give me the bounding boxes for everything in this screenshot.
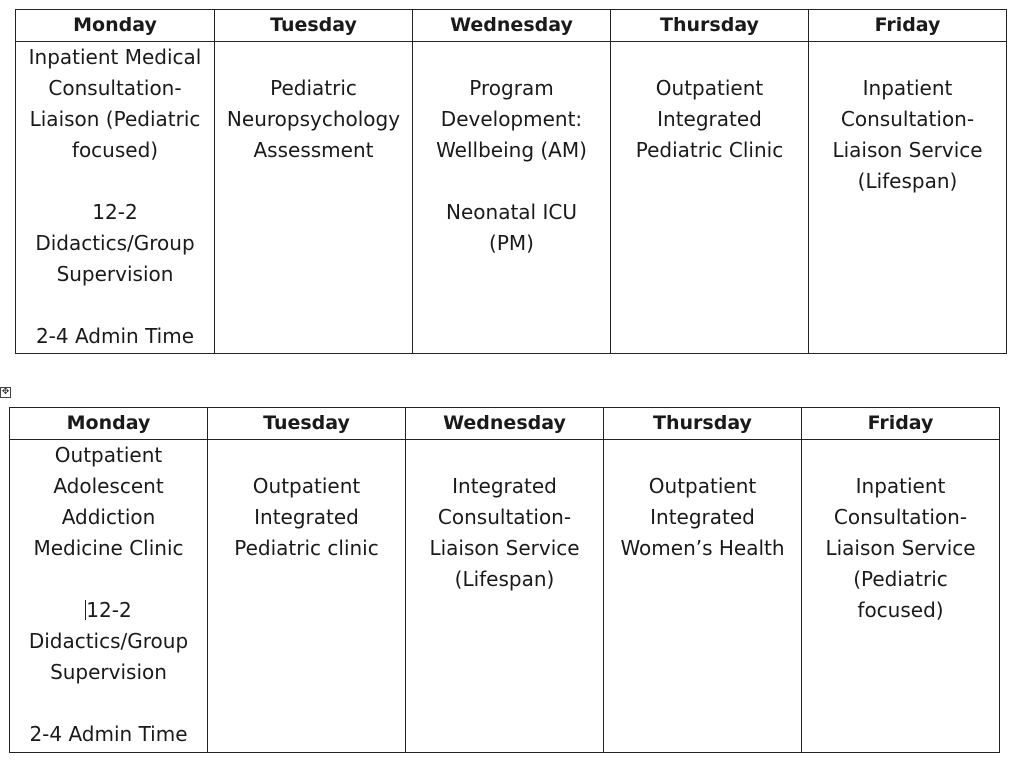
table-move-handle-icon[interactable]: ✥ xyxy=(1,387,10,397)
schedule-table-1 xyxy=(15,9,1007,354)
cell-text: Outpatient Integrated Women’s Health xyxy=(620,474,785,560)
cell-text: Neonatal ICU (PM) xyxy=(446,200,577,255)
cell-monday[interactable] xyxy=(16,42,215,354)
cell-friday[interactable] xyxy=(809,42,1007,354)
cell-text-with-cursor: 12-2 Didactics/Group Supervision xyxy=(28,598,189,684)
cell-text: Inpatient Consultation- Liaison Service (Pediatric focused) xyxy=(825,474,976,622)
header-row xyxy=(10,408,1000,440)
cell-text: Outpatient Integrated Pediatric Clinic xyxy=(635,76,784,162)
header-wednesday: Wednesday xyxy=(413,10,611,42)
cell-text: Outpatient Integrated Pediatric clinic xyxy=(234,474,379,560)
cell-text: 2-4 Admin Time xyxy=(35,324,195,348)
cell-text: Inpatient Medical Consultation- Liaison (Pediatric focused) xyxy=(28,45,202,162)
cell-tuesday[interactable] xyxy=(215,42,413,354)
cell-tuesday[interactable] xyxy=(208,440,406,753)
cell-text: Integrated Consultation- Liaison Service (Lifespan) xyxy=(429,474,580,591)
header-row xyxy=(16,10,1007,42)
cell-friday[interactable] xyxy=(802,440,1000,753)
cell-text: 12-2 Didactics/Group Supervision xyxy=(35,200,195,286)
cell-thursday[interactable] xyxy=(611,42,809,354)
cell-text: Inpatient Consultation- Liaison Service (Lifespan) xyxy=(832,76,983,193)
header-thursday: Thursday xyxy=(604,408,802,440)
header-tuesday: Tuesday xyxy=(208,408,406,440)
header-friday: Friday xyxy=(809,10,1007,42)
header-thursday: Thursday xyxy=(611,10,809,42)
body-row xyxy=(10,440,1000,753)
cell-thursday[interactable] xyxy=(604,440,802,753)
cell-text: Pediatric Neuropsychology Assessment xyxy=(226,76,401,162)
cell-text: Program Development: Wellbeing (AM) xyxy=(436,76,587,162)
schedule-table-2 xyxy=(9,407,1000,753)
cell-text: Outpatient Adolescent Addiction Medicine Clinic xyxy=(33,443,184,560)
cell-monday[interactable] xyxy=(10,440,208,753)
header-monday: Monday xyxy=(16,10,215,42)
header-tuesday: Tuesday xyxy=(215,10,413,42)
body-row xyxy=(16,42,1007,354)
cell-wednesday[interactable] xyxy=(406,440,604,753)
header-monday: Monday xyxy=(10,408,208,440)
header-wednesday: Wednesday xyxy=(406,408,604,440)
cell-wednesday[interactable] xyxy=(413,42,611,354)
header-friday: Friday xyxy=(802,408,1000,440)
cell-text: 2-4 Admin Time xyxy=(29,722,188,746)
